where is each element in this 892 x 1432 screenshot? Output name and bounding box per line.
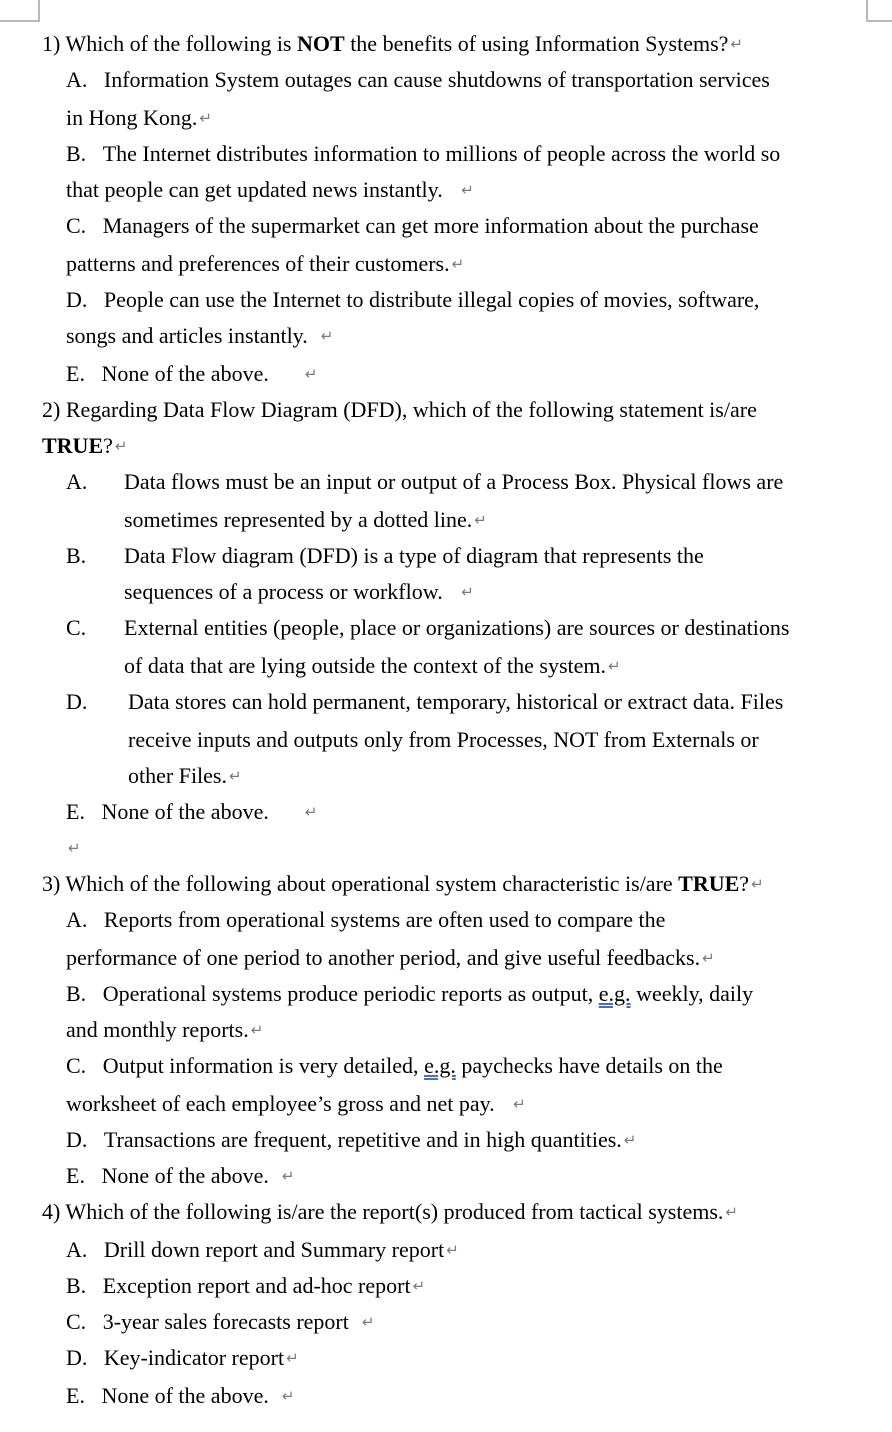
q3-option-d: D. Transactions are frequent, repetitive and in high quantities. ↵ [66,1127,637,1152]
q1-option-a-cont: in Hong Kong. ↵ [66,105,212,130]
q4-option-d: D. Key-indicator report ↵ [66,1345,299,1370]
question-3-stem: 3) Which of the following about operational system characteristic is/are TRUE? ↵ [42,871,764,896]
q1-option-d-cont: songs and articles instantly. ↵ [66,323,334,348]
question-2-stem-cont: TRUE? ↵ [42,433,128,458]
q2-option-d-cont2: other Files. ↵ [128,763,242,788]
q2-option-c-cont: of data that are lying outside the context of the system. ↵ [124,653,621,678]
q1-option-b-cont: that people can get updated news instantly. ↵ [66,177,474,202]
page-corner-mark-right [866,0,892,22]
q3-option-b: B. Operational systems produce periodic reports as output, e.g. weekly, daily [66,981,754,1006]
eg-underlined-text: e.g. [598,981,631,1006]
eg-underlined-text: e.g. [424,1053,456,1078]
q2-option-d: Data stores can hold permanent, temporary, historical or extract data. Files [128,689,784,714]
q1-option-c: C. Managers of the supermarket can get more information about the purchase [66,213,759,238]
q1-option-e: E. None of the above. ↵ [66,361,318,386]
q3-option-b-cont: and monthly reports. ↵ [66,1017,264,1042]
q2-option-b-letter: B. [66,543,87,568]
q2-option-a-cont: sometimes represented by a dotted line. ↵ [124,507,487,532]
q4-option-b: B. Exception report and ad-hoc report ↵ [66,1273,426,1298]
q2-option-a-letter: A. [66,469,88,494]
question-4-stem: 4) Which of the following is/are the report(s) produced from tactical systems. ↵ [42,1199,738,1224]
q2-option-e: E. None of the above. ↵ [66,799,318,824]
q2-option-c: External entities (people, place or organizations) are sources or destinations [124,615,790,640]
question-2-stem: 2) Regarding Data Flow Diagram (DFD), which of the following statement is/are [42,397,757,422]
q2-option-a: Data flows must be an input or output of a Process Box. Physical flows are [124,469,784,494]
q1-option-a: A. Information System outages can cause shutdowns of transportation services [66,67,770,92]
q3-option-c-cont: worksheet of each employee’s gross and net pay. ↵ [66,1091,526,1116]
q4-option-c: C. 3-year sales forecasts report ↵ [66,1309,375,1334]
q2-option-d-cont: receive inputs and outputs only from Processes, NOT from Externals or [128,727,759,752]
page-corner-mark-left [0,0,40,22]
q2-option-b-cont: sequences of a process or workflow. ↵ [124,579,474,604]
q3-option-a: A. Reports from operational systems are often used to compare the [66,907,666,932]
q1-option-c-cont: patterns and preferences of their customers. ↵ [66,251,465,276]
question-1-stem: 1) Which of the following is NOT the benefits of using Information Systems? ↵ [42,31,743,56]
q1-option-d: D. People can use the Internet to distribute illegal copies of movies, software, [66,287,760,312]
empty-paragraph-mark: ↵ [68,839,81,857]
q2-option-b: Data Flow diagram (DFD) is a type of diagram that represents the [124,543,704,568]
q4-option-e: E. None of the above. ↵ [66,1383,295,1408]
q3-option-e: E. None of the above. ↵ [66,1163,295,1188]
q3-option-a-cont: performance of one period to another period, and give useful feedbacks. ↵ [66,945,715,970]
q1-option-b: B. The Internet distributes information to millions of people across the world so [66,141,781,166]
q2-option-c-letter: C. [66,615,87,640]
q3-option-c: C. Output information is very detailed, e.g. paychecks have details on the [66,1053,723,1078]
q2-option-d-letter: D. [66,689,88,714]
q4-option-a: A. Drill down report and Summary report ↵ [66,1237,459,1262]
